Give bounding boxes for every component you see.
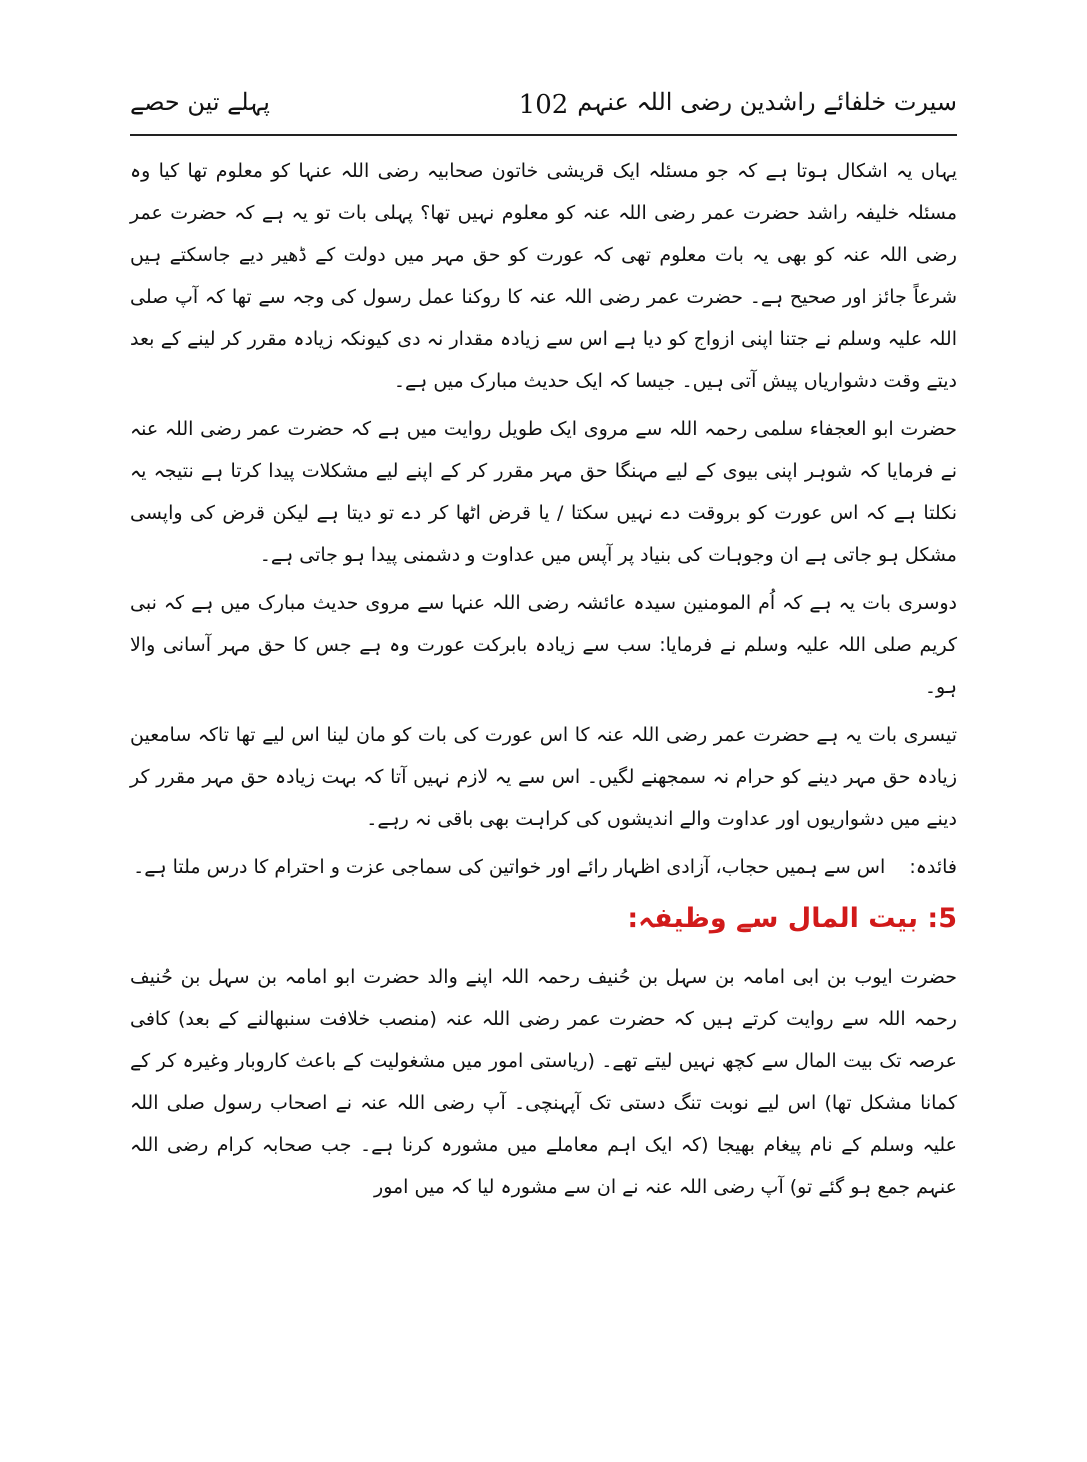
paragraph-4: تیسری بات یہ ہے حضرت عمر رضی اللہ عنہ کا اس عورت کی بات کو مان لینا اس لیے تھا تاکہ سامعین زیادہ حق مہر دینے کو حرام نہ سمجھنے لگیں۔ اس سے یہ لازم نہیں آتا کہ بہت زیادہ حق مہر مقرر کر دینے میں دشواریوں اور عداوت والے اندیشوں کی کراہت بھی باقی نہ رہے۔ <box>130 724 957 830</box>
book-title: سیرت خلفائے راشدین رضی اللہ عنہم <box>577 88 957 116</box>
paragraph-3: دوسری بات یہ ہے کہ اُم المومنین سیدہ عائشہ رضی اللہ عنہا سے مروی حدیث مبارک میں ہے کہ نبی کریم صلی اللہ علیہ وسلم نے فرمایا: سب سے زیادہ بابرکت عورت وہ ہے جس کا حق مہر آسانی والا ہو۔ <box>130 592 957 698</box>
benefit-note <box>130 846 957 888</box>
page-header <box>130 88 957 132</box>
benefit-text: اس سے ہمیں حجاب، آزادی اظہار رائے اور خواتین کی سماجی عزت و احترام کا درس ملتا ہے۔ <box>133 856 886 878</box>
page-number: 102 <box>518 90 569 120</box>
benefit-label: فائدہ: <box>909 856 957 878</box>
paragraph-1: یہاں یہ اشکال ہوتا ہے کہ جو مسئلہ ایک قریشی خاتون صحابیہ رضی اللہ عنہا کو معلوم تھا کیا وہ مسئلہ خلیفہ راشد حضرت عمر رضی اللہ عنہ کو معلوم نہیں تھا؟ پہلی بات تو یہ ہے کہ حضرت عمر رضی اللہ عنہ کو بھی یہ بات معلوم تھی کہ عورت کو حق مہر میں دولت کے ڈھیر دیے جاسکتے ہیں شرعاً جائز اور صحیح ہے۔ حضرت عمر رضی اللہ عنہ کا روکنا عمل رسول کی وجہ سے تھا کہ آپ صلی اللہ علیہ وسلم نے جتنا اپنی ازواج کو دیا ہے اس سے زیادہ مقدار نہ دی کیونکہ زیادہ مقرر کر لینے کے بعد دیتے وقت دشواریاں پیش آتی ہیں۔ جیسا کہ ایک حدیث مبارک میں ہے۔ <box>130 160 957 392</box>
section-label: پہلے تین حصے <box>130 88 270 116</box>
section-heading: 5: بیت المال سے وظیفہ: <box>627 903 957 934</box>
paragraph-2: حضرت ابو العجفاء سلمی رحمہ اللہ سے مروی ایک طویل روایت میں ہے کہ حضرت عمر رضی اللہ عنہ نے فرمایا کہ شوہر اپنی بیوی کے لیے مہنگا حق مہر مقرر کر کے اپنے لیے مشکلات پیدا کرتا ہے نتیجہ یہ نکلتا ہے کہ اس عورت کو بروقت دے نہیں سکتا / یا قرض اٹھا کر دے تو دیتا ہے لیکن قرض کی واپسی مشکل ہو جاتی ہے ان وجوہات کی بنیاد پر آپس میں عداوت و دشمنی پیدا ہو جاتی ہے۔ <box>130 418 957 566</box>
section-paragraph: حضرت ایوب بن ابی امامہ بن سہل بن حُنیف رحمہ اللہ اپنے والد حضرت ابو امامہ بن سہل بن حُنیف رحمہ اللہ سے روایت کرتے ہیں کہ حضرت عمر رضی اللہ عنہ (منصب خلافت سنبھالنے کے بعد) کافی عرصہ تک بیت المال سے کچھ نہیں لیتے تھے۔ (ریاستی امور میں مشغولیت کے باعث کاروبار وغیرہ کر کے کمانا مشکل تھا) اس لیے نوبت تنگ دستی تک آپہنچی۔ آپ رضی اللہ عنہ نے اصحاب رسول صلی اللہ علیہ وسلم کے نام پیغام بھیجا (کہ ایک اہم معاملے میں مشورہ کرنا ہے۔ جب صحابہ کرام رضی اللہ عنہم جمع ہو گئے تو) آپ رضی اللہ عنہ نے ان سے مشورہ لیا کہ میں امور <box>130 966 957 1198</box>
header-divider <box>130 134 957 136</box>
page-body <box>130 150 957 1214</box>
